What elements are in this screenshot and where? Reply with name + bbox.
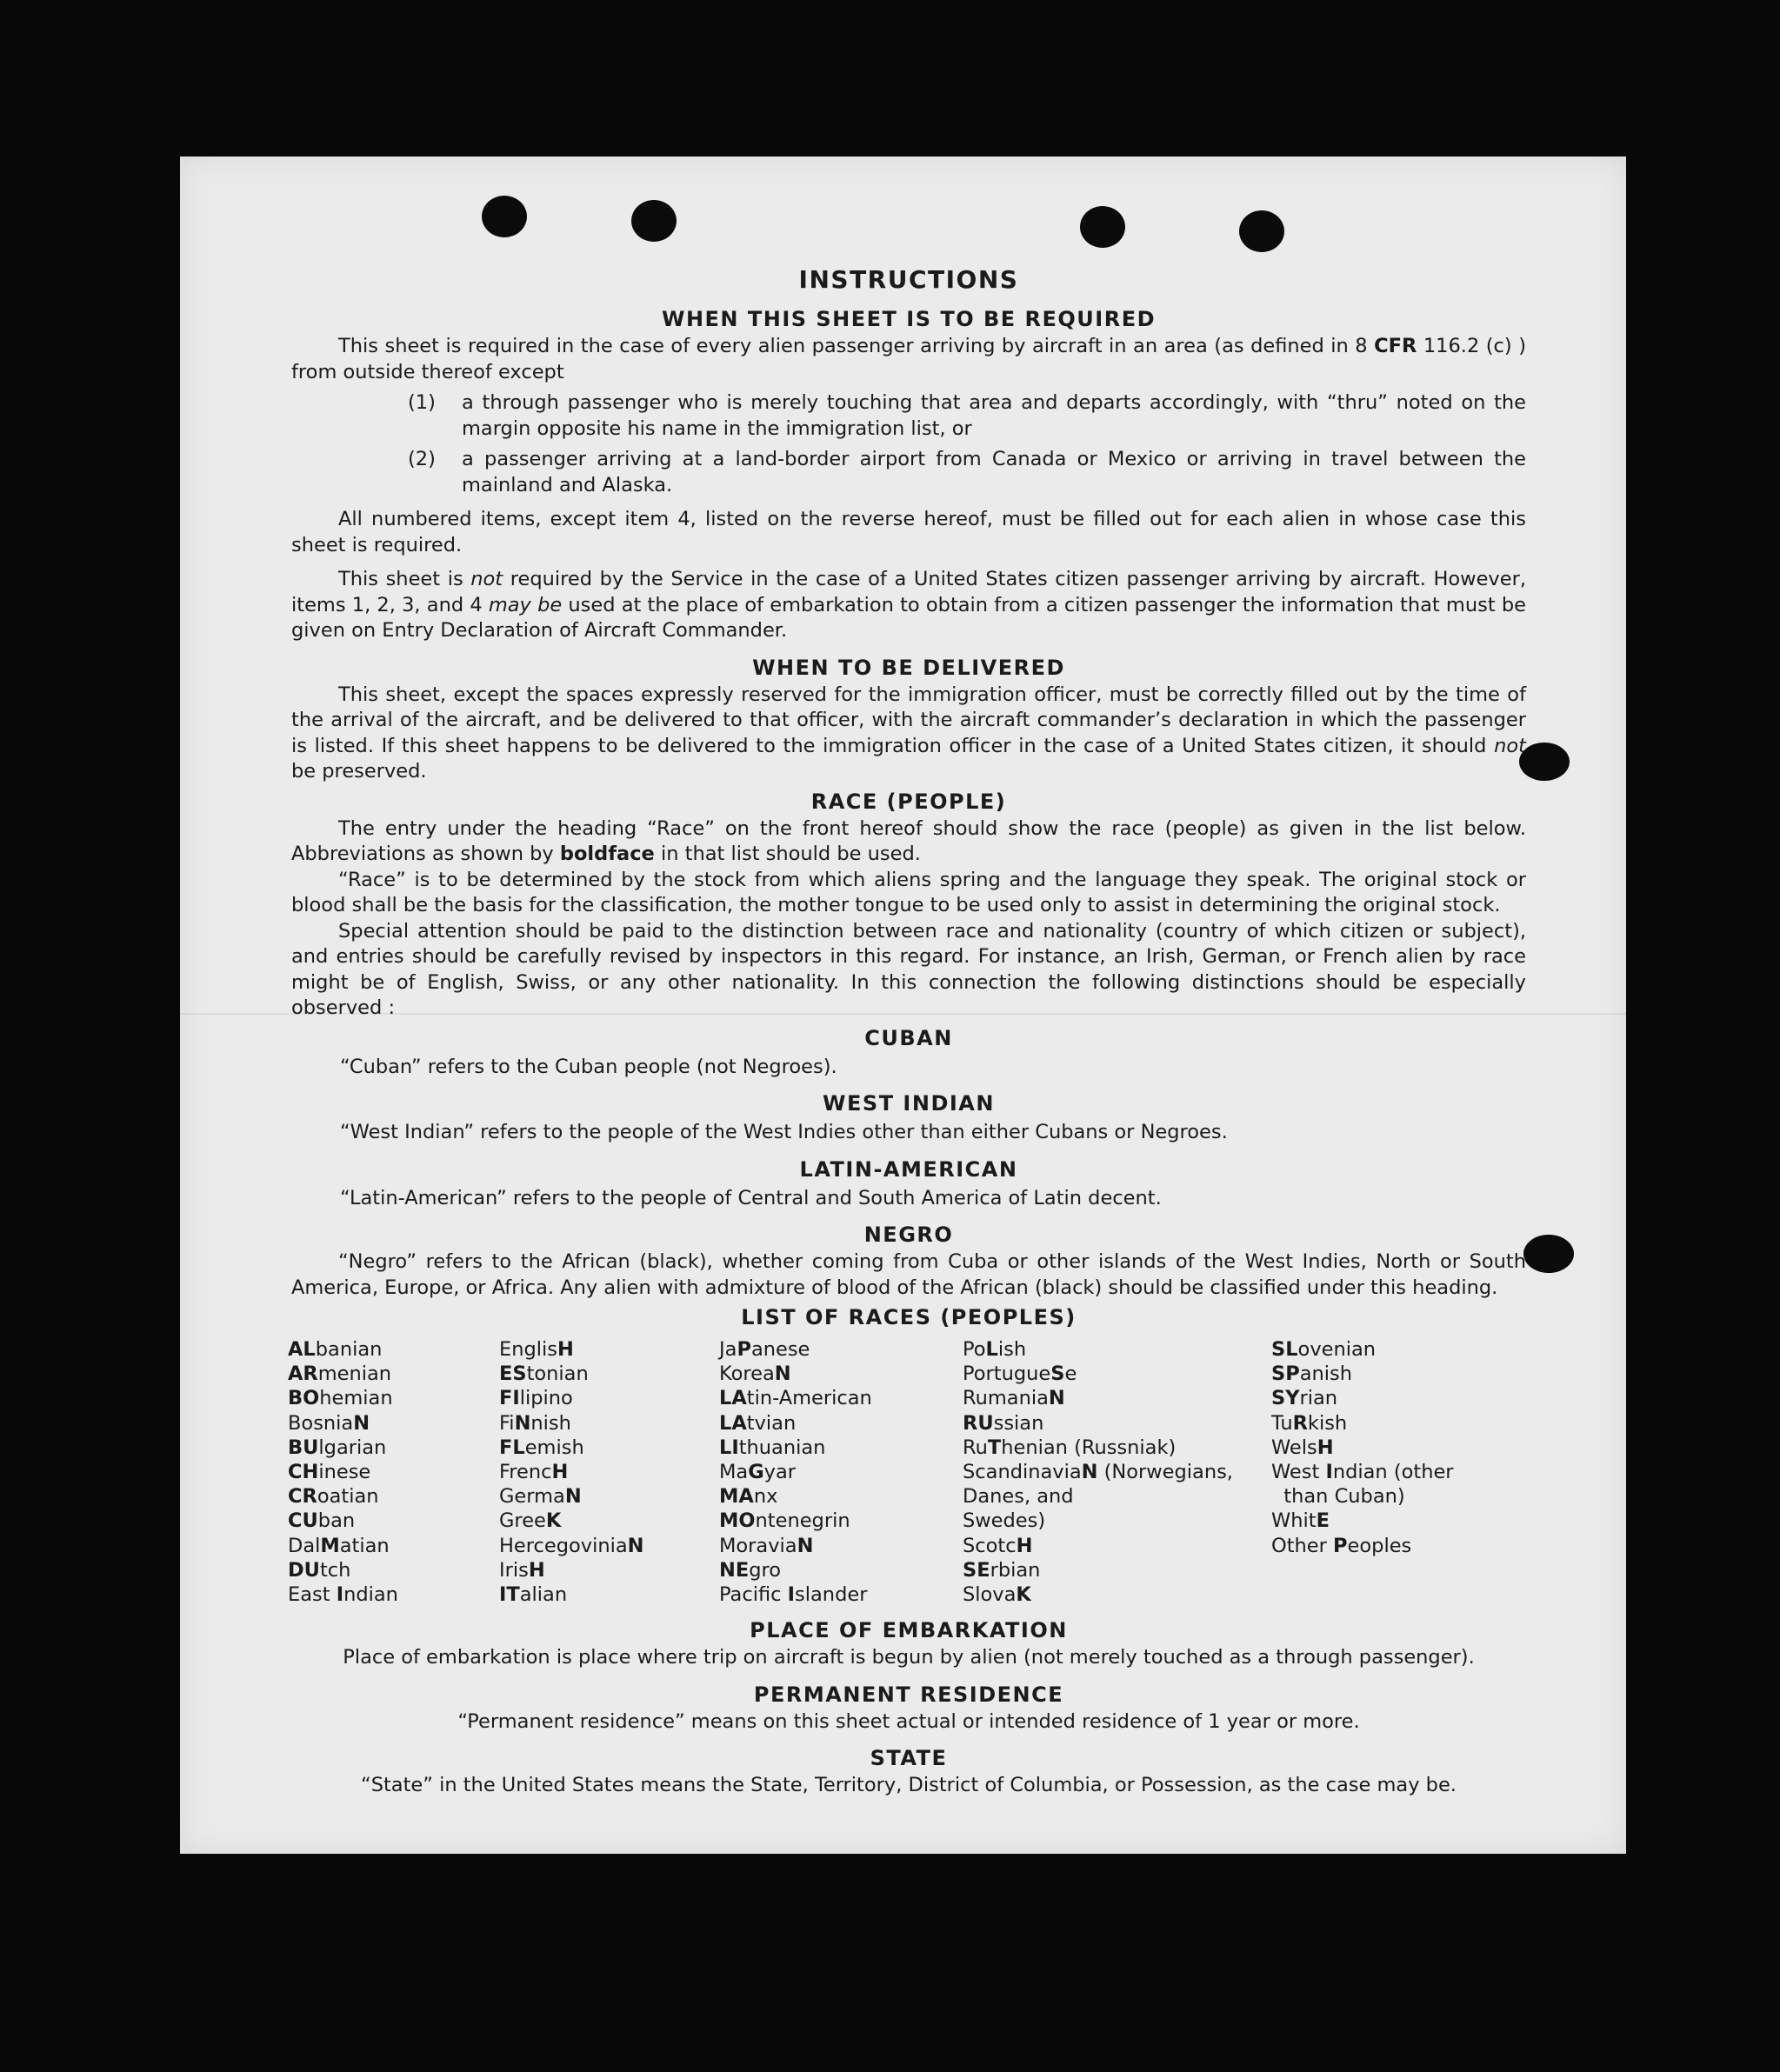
- race-entry: FIlipino: [499, 1387, 573, 1410]
- race-entry: RuThenian (Russniak): [963, 1436, 1177, 1459]
- race-entry: East Indian: [288, 1583, 398, 1607]
- race-entry: PoLish: [963, 1338, 1027, 1361]
- race-entry: than Cuban): [1271, 1485, 1405, 1509]
- race-entry: West Indian (other: [1271, 1461, 1454, 1484]
- paragraph-race-entry: The entry under the heading “Race” on the front hereof should show the race (people) as given in the list below. Abbreviations as shown by boldface in that list should be used.: [291, 816, 1526, 865]
- race-entry: IrisH: [499, 1558, 545, 1582]
- punch-hole: [1080, 206, 1125, 248]
- exception-item: [408, 390, 1526, 442]
- paragraph-state: “State” in the United States means the State, Territory, District of Columbia, or Possession, as the case may be.: [361, 1774, 1457, 1797]
- punch-hole: [482, 196, 527, 237]
- race-entry: SPanish: [1271, 1362, 1352, 1386]
- races-column: [719, 1337, 963, 1607]
- paragraph-race-nationality: Special attention should be paid to the distinction between race and nationality (country of which citizen or subject), and entries should be carefully revised by inspectors in this regard. For instance, an Irish, German, or French alien by race might be of English, Swiss, or any other nationality. In this connection the following distinctions should be especially observed :: [291, 919, 1526, 1019]
- paragraph-delivery: This sheet, except the spaces expressly reserved for the immigration officer, must be correctly filled out by the time of the arrival of the aircraft, and be delivered to that officer, with the aircraft commander’s declaration in which the passenger is listed. If this sheet happens to be delivered to the immigration officer in the case of a United States citizen, it should not be preserved.: [291, 683, 1526, 783]
- race-entry: ARmenian: [288, 1362, 392, 1386]
- punch-hole: [1239, 210, 1284, 252]
- race-entry: GermaN: [499, 1485, 582, 1509]
- paragraph-latin-american: “Latin-American” refers to the people of Central and South America of Latin decent.: [340, 1186, 1162, 1209]
- race-entry: WelsH: [1271, 1436, 1334, 1459]
- race-entry: CRoatian: [288, 1485, 379, 1509]
- exception-item: [408, 447, 1526, 498]
- race-entry: TuRkish: [1271, 1411, 1348, 1435]
- paragraph-citizen: This sheet is not required by the Service in the case of a United States citizen passenger arriving by aircraft. However, items 1, 2, 3, and 4 may be used at the place of embarkation to obtain from a citizen passenger the information that must be given on Entry Declaration of Aircraft Commander.: [291, 568, 1526, 642]
- race-entry: RUssian: [963, 1411, 1044, 1435]
- race-entry: BosniaN: [288, 1411, 370, 1435]
- heading-state: STATE: [870, 1746, 948, 1771]
- exception-text: a through passenger who is merely touching that area and departs accordingly, with “thru” noted on the margin opposite his name in the immigration list, or: [462, 391, 1526, 440]
- heading-negro: NEGRO: [863, 1223, 954, 1247]
- race-entry: LAtvian: [719, 1411, 797, 1435]
- paragraph-cuban: “Cuban” refers to the Cuban people (not Negroes).: [340, 1055, 837, 1078]
- race-entry: Danes, and: [963, 1485, 1074, 1509]
- races-column: [1271, 1337, 1515, 1607]
- race-entry: DalMatian: [288, 1534, 390, 1557]
- punch-hole: [631, 200, 677, 242]
- paragraph-permanent-residence: “Permanent residence” means on this sheet actual or intended residence of 1 year or more.: [457, 1709, 1360, 1733]
- race-entry: SlovaK: [963, 1583, 1031, 1607]
- paragraph-race-stock: “Race” is to be determined by the stock from which aliens spring and the language they speak. The original stock or blood shall be the basis for the classification, the mother tongue to be used only to assist in determining the original stock.: [291, 868, 1526, 916]
- races-column: [963, 1337, 1271, 1607]
- races-column: [288, 1337, 499, 1607]
- races-list: [288, 1337, 1526, 1607]
- race-entry: BOhemian: [288, 1387, 393, 1410]
- race-entry: HercegoviniaN: [499, 1534, 644, 1557]
- exception-number: (2): [408, 448, 436, 470]
- race-entry: KoreaN: [719, 1362, 791, 1386]
- race-entry: MaGyar: [719, 1461, 797, 1484]
- paragraph-negro: “Negro” refers to the African (black), whether coming from Cuba or other islands of the West Indies, North or South America, Europe, or Africa. Any alien with admixture of blood of the African (black) should be classified under this heading.: [291, 1250, 1526, 1299]
- race-entry: FrencH: [499, 1461, 569, 1484]
- punch-hole: [1519, 743, 1570, 781]
- race-entry: MAnx: [719, 1485, 778, 1509]
- heading-embarkation: PLACE OF EMBARKATION: [750, 1618, 1068, 1643]
- punch-hole: [1523, 1235, 1574, 1273]
- exception-number: (1): [408, 391, 436, 414]
- paragraph-numbered-items: All numbered items, except item 4, listed on the reverse hereof, must be filled out for each alien in whose case this sheet is required.: [291, 508, 1526, 556]
- paragraph-required-intro: This sheet is required in the case of every alien passenger arriving by aircraft in an area (as defined in 8 CFR 116.2 (c) ) from outside thereof except: [291, 335, 1526, 383]
- race-entry: JaPanese: [719, 1338, 810, 1361]
- race-entry: RumaniaN: [963, 1387, 1065, 1410]
- race-entry: NEgro: [719, 1558, 782, 1582]
- race-entry: Other Peoples: [1271, 1534, 1412, 1557]
- paragraph-embarkation: Place of embarkation is place where trip on aircraft is begun by alien (not merely touched as a through passenger).: [343, 1646, 1475, 1669]
- exception-text: a passenger arriving at a land-border airport from Canada or Mexico or arriving in travel between the mainland and Alaska.: [462, 448, 1526, 496]
- race-entry: ScandinaviaN (Norwegians,: [963, 1461, 1233, 1484]
- race-entry: FiNnish: [499, 1411, 571, 1435]
- document-sheet: [180, 157, 1626, 1854]
- heading-when-delivered: WHEN TO BE DELIVERED: [752, 655, 1065, 680]
- heading-when-required: WHEN THIS SHEET IS TO BE REQUIRED: [661, 307, 1157, 331]
- paragraph-west-indian: “West Indian” refers to the people of the West Indies other than either Cubans or Negroes.: [340, 1121, 1228, 1143]
- race-entry: SLovenian: [1271, 1338, 1377, 1361]
- race-entry: Pacific Islander: [719, 1583, 868, 1607]
- race-entry: EnglisH: [499, 1338, 574, 1361]
- heading-list-of-races: LIST OF RACES (PEOPLES): [741, 1305, 1077, 1329]
- race-entry: BUlgarian: [288, 1436, 387, 1459]
- race-entry: WhitE: [1271, 1509, 1330, 1533]
- page-title: INSTRUCTIONS: [798, 265, 1019, 294]
- heading-cuban: CUBAN: [864, 1025, 953, 1050]
- race-entry: Swedes): [963, 1509, 1046, 1533]
- race-entry: ITalian: [499, 1583, 568, 1607]
- race-entry: LIthuanian: [719, 1436, 826, 1459]
- race-entry: ALbanian: [288, 1338, 383, 1361]
- race-entry: EStonian: [499, 1362, 589, 1386]
- race-entry: CUban: [288, 1509, 356, 1533]
- race-entry: MOntenegrin: [719, 1509, 850, 1533]
- race-entry: MoraviaN: [719, 1534, 814, 1557]
- heading-west-indian: WEST INDIAN: [823, 1091, 995, 1116]
- race-entry: LAtin-American: [719, 1387, 872, 1410]
- race-entry: CHinese: [288, 1461, 371, 1484]
- race-entry: FLemish: [499, 1436, 584, 1459]
- heading-latin-american: LATIN-AMERICAN: [799, 1156, 1018, 1182]
- race-entry: ScotcH: [963, 1534, 1033, 1557]
- race-entry: PortugueSe: [963, 1362, 1077, 1386]
- race-entry: DUtch: [288, 1558, 351, 1582]
- heading-permanent-residence: PERMANENT RESIDENCE: [753, 1682, 1064, 1707]
- heading-race: RACE (PEOPLE): [810, 789, 1007, 814]
- race-entry: SYrian: [1271, 1387, 1338, 1410]
- races-column: [499, 1337, 719, 1607]
- race-entry: GreeK: [499, 1509, 562, 1533]
- race-entry: SErbian: [963, 1558, 1041, 1582]
